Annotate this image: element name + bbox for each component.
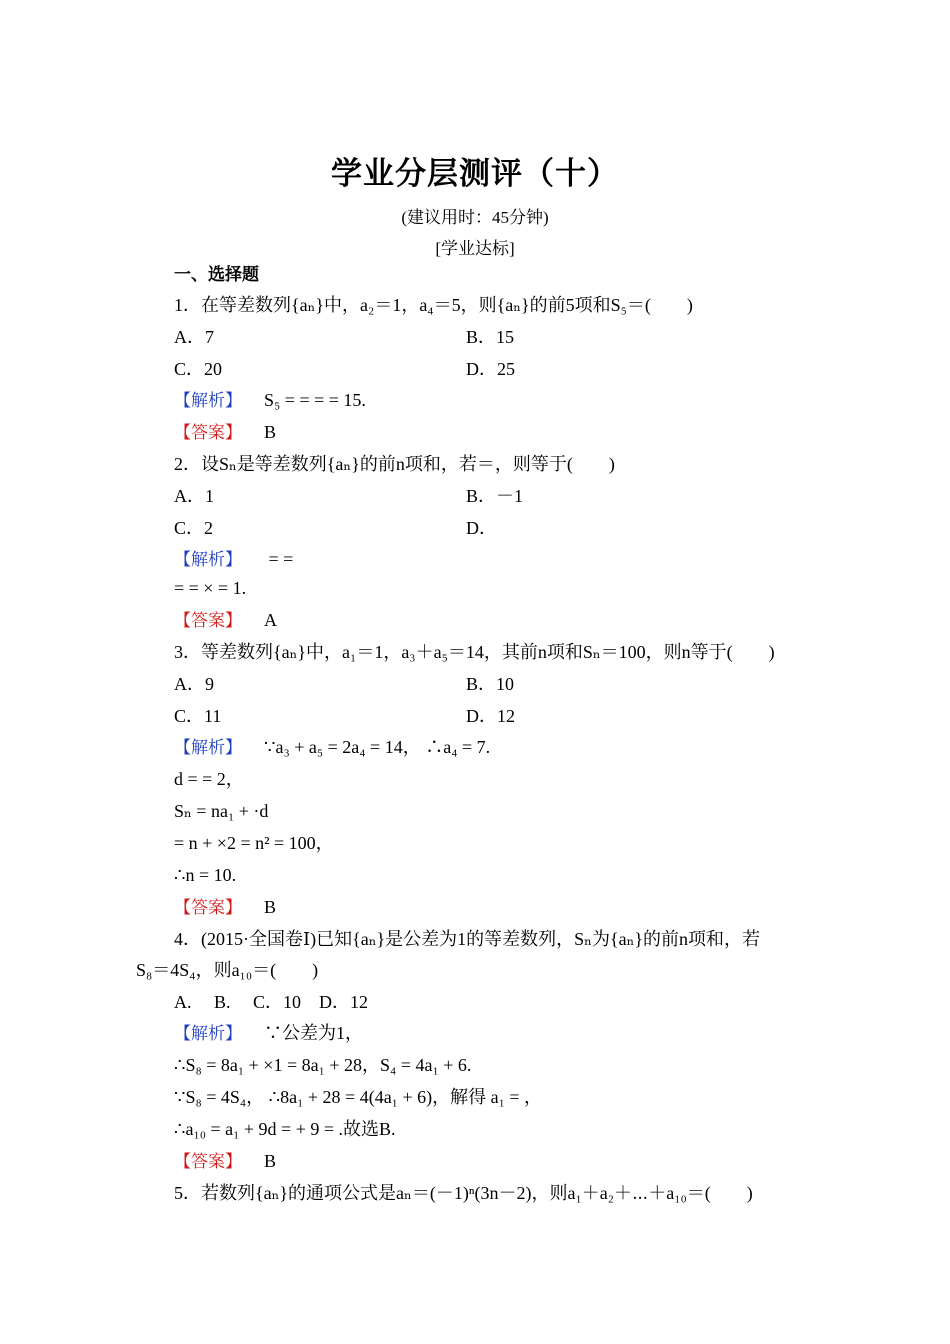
q3-option-b: B．10 xyxy=(466,674,515,694)
q1-answer xyxy=(174,421,276,444)
q2-answer xyxy=(174,609,277,632)
q1-option-d: D．25 xyxy=(466,359,515,379)
q2-analysis xyxy=(174,548,293,571)
q3-line2: d = = 2， xyxy=(174,769,244,789)
q1-option-b: B．15 xyxy=(466,327,515,347)
analysis-tag: 【解析】 xyxy=(174,391,242,411)
q2-answer-text: A xyxy=(264,610,277,630)
analysis-tag: 【解析】 xyxy=(174,738,242,758)
answer-tag: 【答案】 xyxy=(174,898,242,918)
q1-option-a: A．7 xyxy=(174,327,214,347)
q3-stem: 3．等差数列{aₙ}中，a₁＝1，a₃＋a₅＝14，其前n项和Sₙ＝100，则n等于( ) xyxy=(174,642,775,662)
q3-answer xyxy=(174,896,276,919)
level-heading: [学业达标] xyxy=(435,239,515,258)
q2-stem: 2．设Sₙ是等差数列{aₙ}的前n项和，若＝，则等于( ) xyxy=(174,454,615,474)
section-heading: 一、选择题 xyxy=(174,265,259,285)
q4-stem-line2: S₈＝4S₄，则a₁₀＝( ) xyxy=(136,960,319,980)
q2-option-c: C．2 xyxy=(174,518,214,538)
q3-option-d: D．12 xyxy=(466,706,515,726)
answer-tag: 【答案】 xyxy=(174,1152,242,1172)
q4-analysis xyxy=(174,1022,363,1045)
q2-option-a: A．1 xyxy=(174,486,214,506)
q1-stem: 1．在等差数列{aₙ}中，a₂＝1，a₄＝5，则{aₙ}的前5项和S₅＝( ) xyxy=(174,295,693,315)
q1-option-c: C．20 xyxy=(174,359,223,379)
q4-analysis-text: ∵公差为1， xyxy=(264,1023,363,1043)
page-title: 学业分层测评（十） xyxy=(331,156,619,192)
q2-analysis-text: = = xyxy=(264,549,294,569)
q2-option-b: B．－1 xyxy=(466,486,524,506)
q1-answer-text: B xyxy=(264,422,277,442)
q3-analysis-text: ∵a₃ + a₅ = 2a₄ = 14， ∴a₄ = 7. xyxy=(264,737,491,757)
answer-tag: 【答案】 xyxy=(174,423,242,443)
q2-option-d: D． xyxy=(466,518,497,538)
q3-line4: = n + ×2 = n² = 100， xyxy=(174,833,334,853)
q3-answer-text: B xyxy=(264,897,277,917)
q1-analysis xyxy=(174,389,366,412)
analysis-tag: 【解析】 xyxy=(174,1024,242,1044)
q3-option-a: A．9 xyxy=(174,674,214,694)
answer-tag: 【答案】 xyxy=(174,611,242,631)
q4-line3: ∵S₈ = 4S₄， ∴8a₁ + 28 = 4(4a₁ + 6)，解得 a₁ = ， xyxy=(174,1087,543,1107)
q3-line3: Sₙ = na₁ + ·d xyxy=(174,801,269,821)
analysis-tag: 【解析】 xyxy=(174,550,242,570)
q4-line4: ∴a₁₀ = a₁ + 9d = + 9 = .故选B. xyxy=(174,1119,396,1139)
q5-stem: 5．若数列{aₙ}的通项公式是aₙ＝(－1)ⁿ(3n－2)，则a₁＋a₂＋⋯＋a₁₀＝( ) xyxy=(174,1183,753,1203)
q3-analysis xyxy=(174,736,490,759)
q1-analysis-text: S₅ = = = = 15. xyxy=(264,390,366,410)
q4-answer xyxy=(174,1150,276,1173)
q4-answer-text: B xyxy=(264,1151,277,1171)
q3-option-c: C．11 xyxy=(174,706,222,726)
q4-stem-line1: 4．(2015·全国卷Ⅰ)已知{aₙ}是公差为1的等差数列，Sₙ为{aₙ}的前n项和，若 xyxy=(174,929,760,949)
q4-line2: ∴S₈ = 8a₁ + ×1 = 8a₁ + 28，S₄ = 4a₁ + 6. xyxy=(174,1055,472,1075)
q2-analysis-line2: = = × = 1. xyxy=(174,578,247,598)
q4-options: A. B. C．10 D．12 xyxy=(174,992,369,1012)
q3-line5: ∴n = 10. xyxy=(174,865,237,885)
time-note: (建议用时：45分钟) xyxy=(401,208,549,227)
